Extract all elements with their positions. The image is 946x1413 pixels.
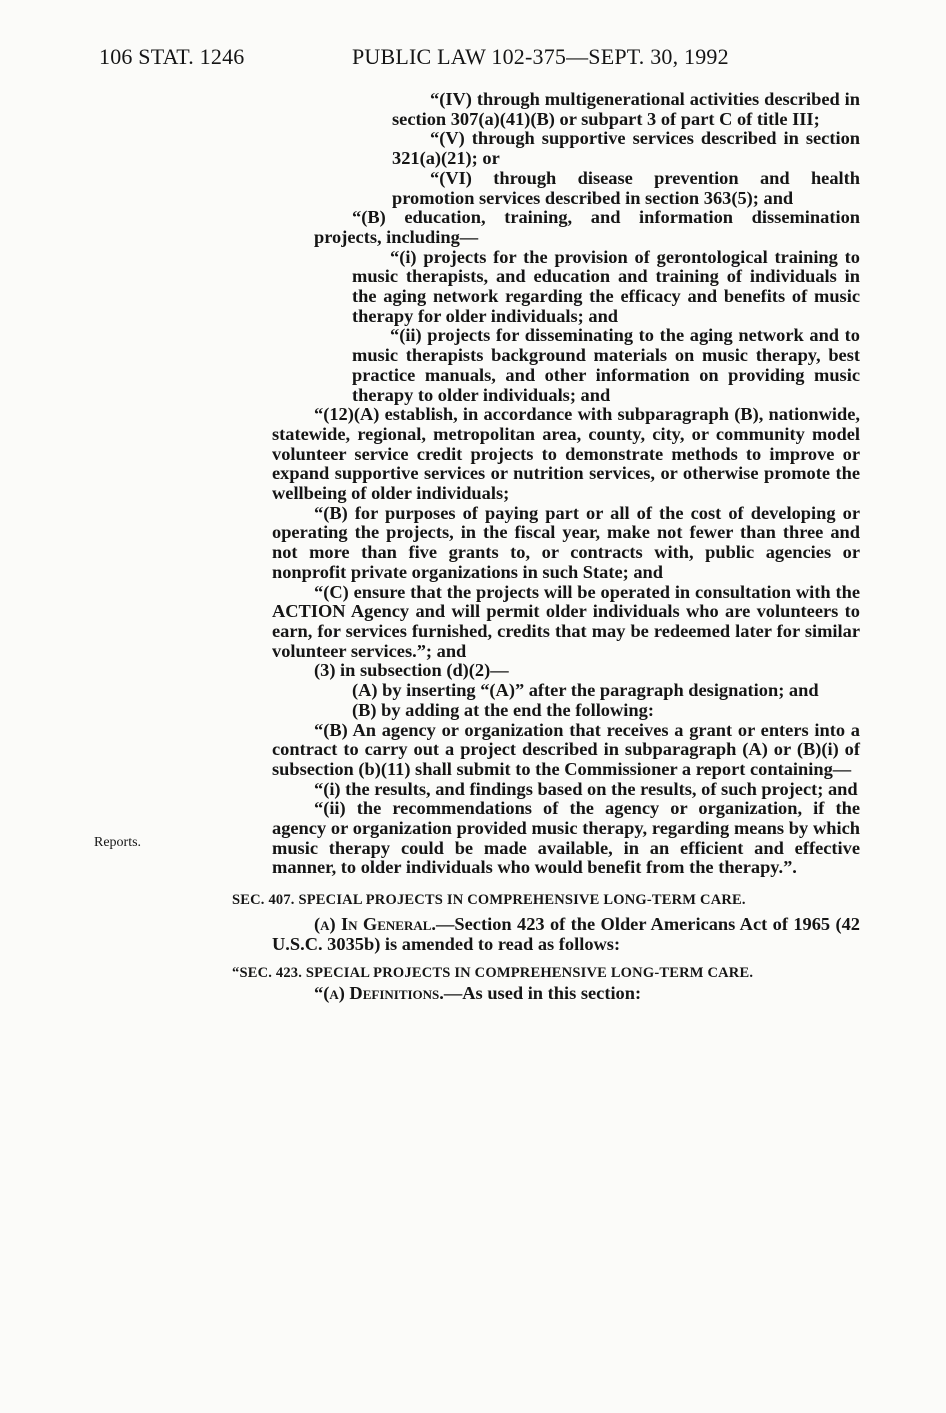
margin-note-reports: Reports. [94,835,142,850]
paragraph-12b: “(B) for purposes of paying part or all of the cost of developing or operating the projects, in the fiscal year, make not fewer than three and not more than five grants to, or contracts with, public agencies or nonprofit private organizations in such State; and [272,502,860,582]
statute-body [232,90,860,1004]
page-stat-citation: 106 STAT. 1246 [99,44,245,69]
clause-vi: “(VI) through disease prevention and health promotion services described in section 363(5); and [392,167,860,208]
subparagraph-b: “(B) education, training, and information dissemination projects, including— [314,207,860,247]
section-423-a [232,984,860,1004]
report-clause-ii: “(ii) the recommendations of the agency or organization, if the agency or organization provided music therapy, regarding means by which music therapy could be made available, in an efficient and effective manner, to older individuals who would benefit from the therapy.”. [272,798,860,878]
clause-i: “(i) projects for the provision of gerontological training to music therapists, and education and training of individuals in the aging network regarding the efficacy and benefits of music therapy for older individuals; and [352,246,860,326]
section-407-a [232,915,860,954]
section-407-heading: SEC. 407. SPECIAL PROJECTS IN COMPREHENSIVE LONG-TERM CARE. [232,892,746,909]
report-clause-i: “(i) the results, and findings based on the results, of such project; and [314,778,858,799]
subparagraph-3a: (A) by inserting “(A)” after the paragraph designation; and [352,680,819,701]
paragraph-3: (3) in subsection (d)(2)— [314,660,509,681]
paragraph-12a: “(12)(A) establish, in accordance with subparagraph (B), nationwide, statewide, regional, metropolitan area, county, city, or community model volunteer service credit projects to demonstrate methods to improve or expand supportive services or nutrition services, or otherwise promote the wellbeing of older individuals; [272,404,860,504]
clause-ii: “(ii) projects for disseminating to the aging network and to music therapists background materials on music therapy, best practice manuals, and other information on providing music therapy to older individuals; and [352,325,860,405]
running-header: PUBLIC LAW 102-375—SEPT. 30, 1992 [352,44,729,69]
section-407-a-label: (a) In General. [314,913,437,934]
paragraph-12c: “(C) ensure that the projects will be operated in consultation with the ACTION Agency and will permit older individuals who are volunteers to earn, for services furnished, credits that may be redeemed later for similar volunteer services.”; and [272,581,860,661]
section-407-a-text: —Section 423 of the Older Americans Act of 1965 (42 U.S.C. 3035b) is amended to read as follows: [272,913,860,954]
subparagraph-3b: (B) by adding at the end the following: [352,699,654,720]
section-423-a-text: —As used in this section: [443,982,642,1003]
clause-v: “(V) through supportive services described in section 321(a)(21); or [392,128,860,169]
clause-iv: “(IV) through multigenerational activities described in section 307(a)(41)(B) or subpart 3 of part C of title III; [392,89,860,129]
report-requirement: “(B) An agency or organization that receives a grant or enters into a contract to carry out a project described in subparagraph (A) or (B)(i) of subsection (b)(11) shall submit to the Commissioner a report containing— [272,719,860,779]
section-423-heading: “SEC. 423. SPECIAL PROJECTS IN COMPREHENSIVE LONG-TERM CARE. [232,965,754,982]
section-423-a-label: “(a) Definitions. [314,982,444,1003]
